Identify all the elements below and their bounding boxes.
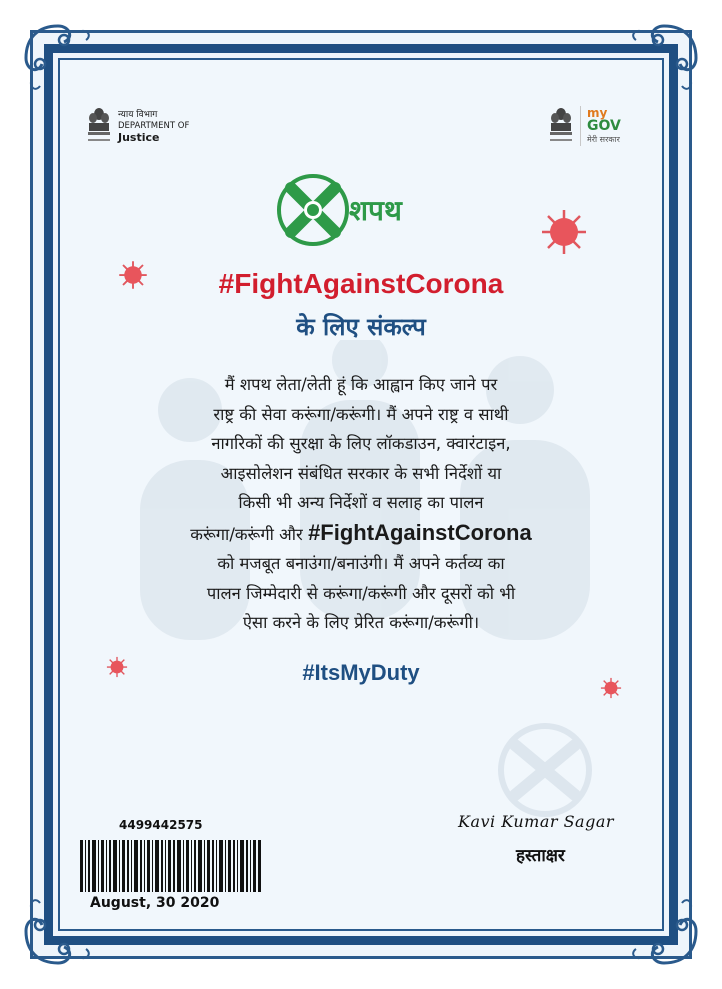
barcode-number: 4499442575 [119,818,203,832]
mygov-gov-text: GOV [587,117,621,134]
dept-hindi-label: न्याय विभाग [118,109,158,120]
shapath-text: शपथ [349,194,402,227]
handshake-cross-icon [279,176,347,244]
pledge-line: राष्ट्र की सेवा करूंगा/करूंगी। मैं अपने राष्ट्र व साथी [213,404,509,424]
mygov-my-text: my [587,105,608,120]
pledge-line: किसी भी अन्य निर्देशों व सलाह का पालन [238,493,484,512]
pledge-line: नागरिकों की सुरक्षा के लिए लॉकडाउन, क्वारंटाइन, [211,434,511,453]
signature: Kavi Kumar Sagar [458,812,615,831]
department-of-justice-logo [86,106,189,146]
pledge-line: ऐसा करने के लिए प्रेरित करूंगा/करूंगी। [242,613,480,632]
shapath-logo [275,170,425,250]
pledge-hashtag: #FightAgainstCorona [308,519,532,545]
virus-icon [540,208,588,256]
mygov-divider [580,106,581,146]
pledge-date: August, 30 2020 [90,895,220,911]
corner-ornament-icon [624,18,704,98]
title-hindi: के लिए संकल्प [296,313,426,341]
its-my-duty-hashtag: #ItsMyDuty [302,660,420,685]
barcode-icon [80,840,262,892]
corner-ornament-icon [624,891,704,971]
watermark-handshake-icon [490,720,600,820]
national-emblem-icon [86,106,112,146]
pledge-line: को मजबूत बनाउंगा/बनाउंगी। मैं अपने कर्तव्य का [217,554,505,573]
dept-justice-label: Justice [118,130,160,144]
pledge-line: आइसोलेशन संबंधित सरकार के सभी निर्देशों या [220,463,502,483]
pledge-line: पालन जिम्मेदारी से करूंगा/करूंगी और दूसरों को भी [206,583,516,603]
pledge-line: मैं शपथ लेता/लेती हूं कि आह्वान किए जाने पर [224,375,498,394]
national-emblem-icon [548,106,574,146]
title-hashtag: #FightAgainstCorona [218,268,504,299]
pledge-line-prefix: करूंगा/करूंगी और [190,524,309,544]
pledge-text [140,370,582,638]
corner-ornament-icon [18,18,98,98]
mygov-logo [548,106,621,146]
dept-english-label: DEPARTMENT OF [118,120,190,131]
corner-ornament-icon [18,891,98,971]
pledge-line [140,518,582,550]
signature-label: हस्ताक्षर [516,846,565,866]
mygov-subtitle: मेरी सरकार [587,134,620,144]
